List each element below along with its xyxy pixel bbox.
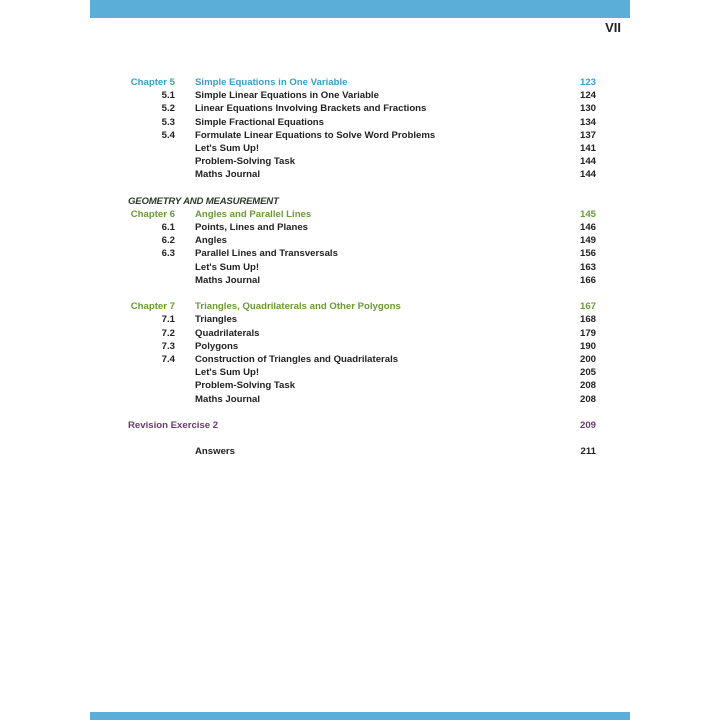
- entry-page: 166: [579, 274, 596, 286]
- entry-page: 144: [579, 156, 596, 168]
- entry-title: Maths Journal: [195, 169, 261, 181]
- entry-page: 130: [579, 103, 596, 115]
- toc-entry[interactable]: [90, 102, 630, 115]
- toc-entry[interactable]: [90, 353, 630, 366]
- toc-entry[interactable]: [90, 274, 630, 287]
- entry-title: Maths Journal: [195, 393, 261, 405]
- chapter-5-items: [90, 89, 630, 181]
- section-number: 7.3: [161, 340, 175, 352]
- spacer: [90, 406, 630, 419]
- answers-title: Answers: [195, 446, 235, 458]
- section-number: 7.4: [161, 353, 175, 365]
- chapter-title: Angles and Parallel Lines: [195, 208, 312, 220]
- section-number: 6.3: [161, 248, 175, 260]
- entry-title: Let's Sum Up!: [195, 142, 260, 154]
- entry-page: 190: [579, 340, 596, 352]
- chapter-label: Chapter 6: [130, 208, 175, 220]
- entry-title: Polygons: [195, 340, 239, 352]
- chapter-page: 123: [579, 77, 596, 88]
- section-number: 5.3: [161, 116, 175, 128]
- chapter-label: Chapter 7: [130, 301, 175, 313]
- entry-title: Triangles: [195, 314, 238, 326]
- entry-title: Simple Linear Equations in One Variable: [195, 90, 379, 102]
- entry-title: Simple Fractional Equations: [195, 116, 325, 128]
- chapter-7-items: [90, 313, 630, 405]
- page-number: VII: [605, 20, 621, 35]
- chapter-page: 167: [579, 301, 596, 313]
- chapter-page: 145: [579, 208, 596, 220]
- section-number: 5.2: [161, 103, 175, 115]
- chapter-label: Chapter 5: [130, 77, 175, 88]
- toc-entry[interactable]: [90, 327, 630, 340]
- section-number: 5.4: [161, 129, 175, 141]
- answers-page: 211: [580, 446, 596, 458]
- entry-page: 208: [579, 380, 596, 392]
- spacer: [90, 182, 630, 195]
- entry-title: Angles: [195, 235, 227, 247]
- chapter-6-items: [90, 221, 630, 287]
- entry-page: 163: [579, 261, 596, 273]
- toc-entry[interactable]: [90, 379, 630, 392]
- toc-entry[interactable]: [90, 340, 630, 353]
- chapter-5-row[interactable]: [90, 76, 630, 89]
- entry-title: Problem-Solving Task: [195, 156, 296, 168]
- section-number: 5.1: [161, 90, 175, 102]
- revision-exercise-row[interactable]: [90, 419, 630, 432]
- entry-title: Linear Equations Involving Brackets and Fractions: [195, 103, 427, 115]
- toc-entry[interactable]: [90, 142, 630, 155]
- top-color-bar: [90, 0, 630, 18]
- entry-title: Quadrilaterals: [195, 327, 260, 339]
- revision-title: Revision Exercise 2: [128, 419, 219, 431]
- entry-page: 137: [579, 129, 596, 141]
- entry-page: 124: [579, 90, 596, 102]
- entry-page: 141: [579, 142, 596, 154]
- entry-title: Formulate Linear Equations to Solve Word Problems: [195, 129, 436, 141]
- entry-page: 168: [579, 314, 596, 326]
- section-number: 6.1: [161, 222, 175, 234]
- section-number: 6.2: [161, 235, 175, 247]
- entry-page: 156: [579, 248, 596, 260]
- entry-page: 179: [579, 327, 596, 339]
- spacer: [90, 432, 630, 445]
- toc-entry[interactable]: [90, 116, 630, 129]
- toc-entry[interactable]: [90, 221, 630, 234]
- toc-entry[interactable]: [90, 313, 630, 326]
- entry-title: Points, Lines and Planes: [195, 222, 309, 234]
- chapter-title: Triangles, Quadrilaterals and Other Polygons: [195, 301, 401, 313]
- section-number: 7.1: [161, 314, 175, 326]
- answers-row[interactable]: [90, 445, 630, 458]
- toc-entry[interactable]: [90, 234, 630, 247]
- entry-title: Construction of Triangles and Quadrilaterals: [195, 353, 399, 365]
- spacer: [90, 287, 630, 300]
- entry-page: 144: [579, 169, 596, 181]
- toc-entry[interactable]: [90, 366, 630, 379]
- entry-title: Parallel Lines and Transversals: [195, 248, 338, 260]
- section-heading: GEOMETRY AND MEASUREMENT: [128, 195, 279, 207]
- entry-page: 208: [579, 393, 596, 405]
- entry-title: Let's Sum Up!: [195, 367, 260, 379]
- entry-page: 149: [579, 235, 596, 247]
- toc-page: [90, 0, 630, 720]
- section-number: 7.2: [161, 327, 175, 339]
- chapter-title: Simple Equations in One Variable: [195, 77, 348, 88]
- toc-entry[interactable]: [90, 261, 630, 274]
- toc-entry[interactable]: [90, 393, 630, 406]
- bottom-color-bar: [90, 712, 630, 720]
- toc-entry[interactable]: [90, 89, 630, 102]
- toc-entry[interactable]: [90, 247, 630, 260]
- entry-page: 146: [579, 222, 596, 234]
- entry-title: Maths Journal: [195, 274, 261, 286]
- revision-page: 209: [579, 419, 596, 431]
- entry-title: Problem-Solving Task: [195, 380, 296, 392]
- entry-page: 134: [579, 116, 596, 128]
- toc-entry[interactable]: [90, 129, 630, 142]
- toc-entry[interactable]: [90, 155, 630, 168]
- entry-title: Let's Sum Up!: [195, 261, 260, 273]
- chapter-7-row[interactable]: [90, 300, 630, 313]
- table-of-contents: [90, 76, 630, 458]
- entry-page: 205: [579, 367, 596, 379]
- chapter-6-row[interactable]: [90, 208, 630, 221]
- toc-entry[interactable]: [90, 168, 630, 181]
- entry-page: 200: [579, 353, 596, 365]
